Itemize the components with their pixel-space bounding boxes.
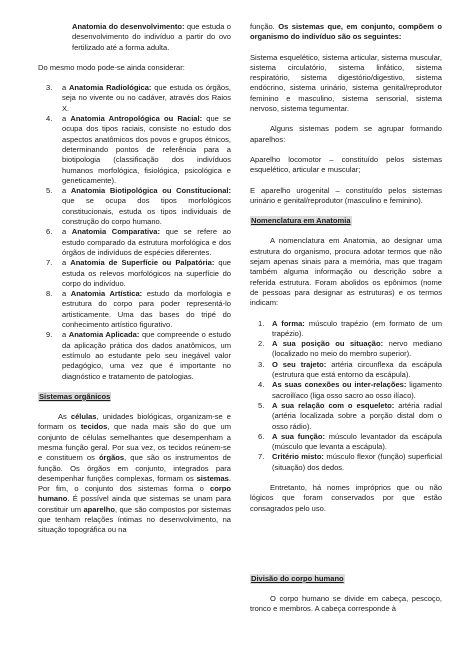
list-item-3: 3. a Anatomia Radiológica: que estuda os órgãos, seja no vivente ou no cadáver, através dos Raios X. (46, 83, 231, 113)
list-item-8: 8. a Anatomia Artística: estudo da morfologia e estrutura do corpo para poder representá-lo artisticamente. Uma das bases do tripé do conhecimento artístico figurativo. (46, 289, 231, 330)
list-item-7: 7. a Anatomia de Superfície ou Palpatória: que estuda os relevos morfológicos na superfície do corpo do indivíduo. (46, 258, 231, 288)
term-item-5: 5. A sua relação com o esqueleto: artéria radial (artéria localizada sobre a porção distal dom o osso rádio). (258, 400, 443, 431)
paragraph-sistemas-organicos: As células, unidades biológicas, organizam-se e formam os tecidos, que nada mais são do que um conjunto de células semelhantes que desempenham a mesma função geral. Por sua vez, os tecidos reúnem-se e constituem os órgãos, que são os instrumentos de função. Os órgãos em conjunto, integrados para desempenhar funções complexas, formam os sistemas. Por fim, o conjunto dos sistemas forma o corpo humano. É possível ainda que sistemas se unam para constituir um aparelho, que são compostos por sistemas que tenham relações íntimas no desenvolvimento, na situação topográfica ou na (38, 412, 232, 535)
term-item-2: 2. A sua posição ou situação: nervo mediano (localizado no meio do membro superior). (258, 339, 442, 359)
paragraph-aparelhos: Alguns sistemas podem se agrupar formando aparelhos: (250, 124, 442, 144)
paragraph-nomes-improprios: Entretanto, há nomes impróprios que ou não lógicos que foram conservados por que estão consagrados pelo uso. (250, 482, 442, 513)
paragraph-lista-sistemas: Sistema esquelético, sistema articular, sistema muscular, sistema circulatório, sistema linfático, sistema respiratório, sistema digestório/digestivo, sistema endócrino, sistema urinário, sistema genital/reprodutor feminino e masculino, sistema sensorial, sistema nervoso, sistema tegumentar. (250, 52, 442, 114)
term-item-3: 3. O seu trajeto: artéria circunflexa da escápula (estrutura que está entorno da escápula). (258, 359, 442, 380)
paragraph-divisao: O corpo humano se divide em cabeça, pescoço, tronco e membros. A cabeça corresponde à (250, 594, 442, 614)
intro-text: Do mesmo modo pode-se ainda considerar: (38, 62, 185, 72)
term-item-4: 4. As suas conexões ou inter-relações: ligamento sacroilíaco (liga osso sacro ao osso ilíaco). (258, 380, 442, 400)
paragraph-nomenclatura: A nomenclatura em Anatomia, ao designar uma estrutura do organismo, procura adotar termos que não sejam apenas sinais para a memória, mas que tragam também alguma informação ou descrição sobre a referida estrutura. Foram abolidos os epônimos (nome de pessoas para designar as estruturas) e os termos indicam: (250, 236, 442, 308)
list-item-6: 6. a Anatomia Comparativa: que se refere ao estudo comparado da estrutura morfológica e dos órgãos de indivíduos de espécies diferentes. (46, 227, 231, 257)
section-heading-nomenclatura: Nomenclatura em Anatomia (251, 216, 351, 226)
term-item-6: 6. A sua função: músculo levantador da escápula (músculo que levanta a escápula). (258, 431, 442, 452)
paragraph-aparelho-locomotor: Aparelho locomotor – constituído pelos sistemas esquelético, articular e muscular; (250, 154, 442, 175)
list-item-9: 9. a Anatomia Aplicada: que compreende o estudo da aplicação prática dos dados anatômicos, um estímulo ao estudante pelo seu inegável valor pedagógico, uma vez que é importante no diagnóstico e tratamento de patologias. (46, 330, 232, 381)
list-item-4: 4. a Anatomia Antropológica ou Racial: que se ocupa dos tipos raciais, consiste no estudo dos aspectos anatômicos dos povos e grupos étnicos, determinando pontos de referência para a biotipologia (classificação dos indivíduos humanos morfológica, fisiológica, psicológica e geneticamente). (46, 114, 232, 185)
text-desenvolvimento: que estuda o desenvolvimento do indivíduo a partir do ovo fertilizado até a forma adulta. (72, 22, 231, 52)
section-heading-sistemas-organicos: Sistemas orgânicos (39, 391, 111, 401)
section-heading-divisao: Divisão do corpo humano (251, 573, 344, 583)
list-item-5: 5. a Anatomia Biotipológica ou Constitucional: que se ocupa dos tipos morfológicos constitucionais, estuda os tipos individuais de construção do corpo humano. (46, 186, 231, 227)
paragraph-anatomia-desenvolvimento (72, 22, 231, 53)
left-column (38, 22, 231, 536)
term-item-1: 1. A forma: músculo trapézio (em formato de um trapézio). (258, 318, 443, 338)
paragraph-funcao: função. Os sistemas que, em conjunto, compõem o organismo do indivíduo são os seguintes: (250, 22, 442, 42)
paragraph-aparelho-urogenital: E aparelho urogenital – constituído pelos sistemas urinário e genital/reprodutor (masculino e feminino). (250, 185, 442, 205)
term-desenvolvimento: Anatomia do desenvolvimento: (72, 22, 185, 31)
term-item-7: 7. Critério misto: músculo flexor (função) superficial (situação) dos dedos. (258, 452, 443, 472)
right-column (250, 22, 442, 615)
